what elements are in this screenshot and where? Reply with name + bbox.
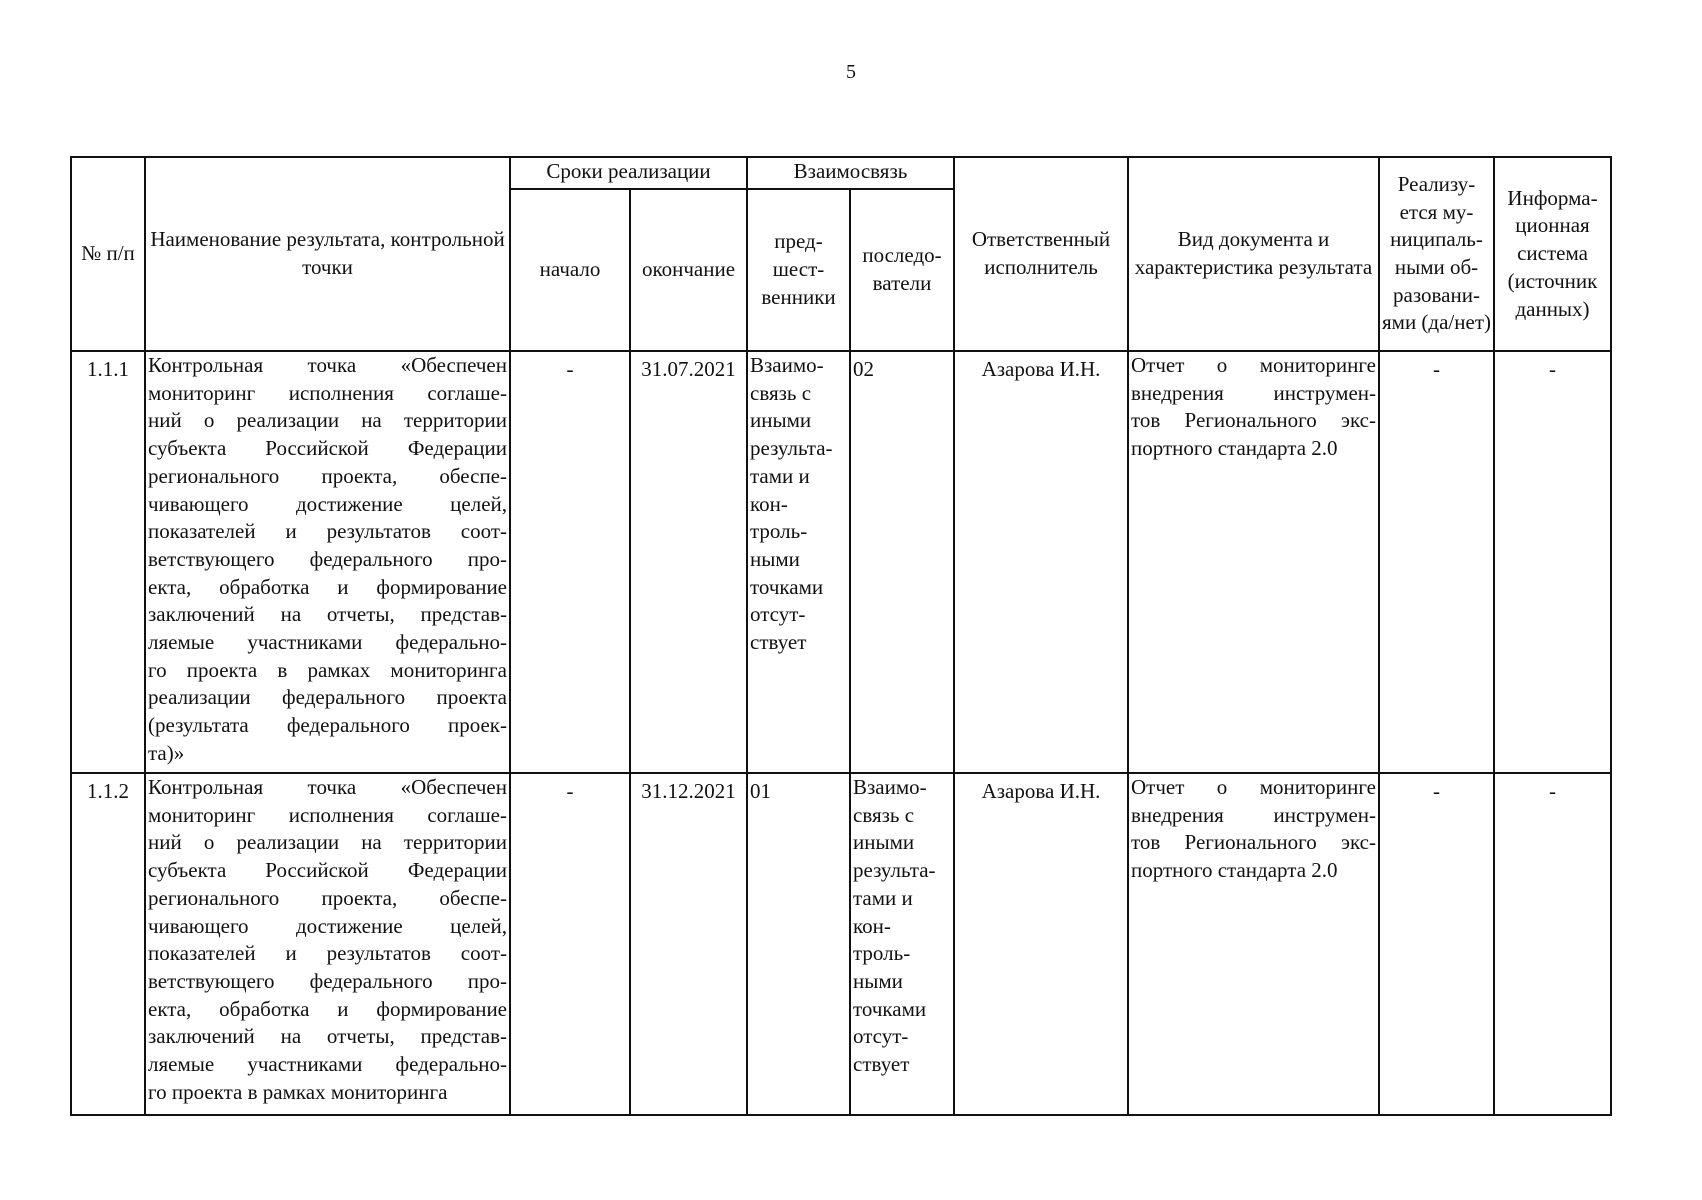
cell-line: портного стандарта 2.0 <box>1131 858 1338 883</box>
cell-line: 02 <box>853 357 874 381</box>
cell-line: портного стандарта 2.0 <box>1131 436 1338 461</box>
row-responsible: Азарова И.Н. <box>954 351 1128 773</box>
row-responsible: Азарова И.Н. <box>954 773 1128 1115</box>
cell-line: ний о реализации на территории <box>148 408 507 433</box>
row-predecessors <box>747 773 850 1115</box>
row-num: 1.1.1 <box>71 351 145 773</box>
header-info-system: Информа-ционная система (источник данных) <box>1494 157 1611 351</box>
cell-line: екта, обработка и формирование <box>148 574 507 599</box>
cell-line: чивающего достижение целей, <box>148 491 507 516</box>
header-row-top <box>71 157 1611 189</box>
cell-line: заключений на отчеты, представ- <box>148 602 507 627</box>
cell-line: ляемые участниками федерально- <box>148 1052 507 1077</box>
cell-line: отсут- <box>750 602 806 627</box>
table-row <box>71 773 1611 1115</box>
cell-line: иными <box>853 830 915 855</box>
cell-line: троль- <box>750 519 808 544</box>
cell-line: мониторинг исполнения соглаше- <box>148 380 507 405</box>
cell-line: Отчет о мониторинге <box>1131 353 1376 377</box>
cell-line: регионального проекта, обеспе- <box>148 885 507 910</box>
row-start: - <box>510 351 630 773</box>
header-end: окончание <box>630 189 747 351</box>
cell-line: отсут- <box>853 1024 909 1049</box>
cell-line: тов Регионального экс- <box>1131 830 1376 855</box>
cell-line: реализации федерального проекта <box>148 685 507 710</box>
header-terms-group: Сроки реализации <box>510 157 747 189</box>
row-successors <box>850 773 954 1115</box>
row-doc-type <box>1128 773 1379 1115</box>
cell-line: троль- <box>853 941 911 966</box>
cell-line: ными <box>750 546 800 571</box>
page-number: 5 <box>846 61 856 83</box>
cell-line: связь с <box>853 802 915 827</box>
cell-line: Контрольная точка «Обеспечен <box>148 775 507 799</box>
cell-line: показателей и результатов соот- <box>148 519 507 544</box>
cell-line: мониторинг исполнения соглаше- <box>148 802 507 827</box>
cell-line: тами и <box>750 463 810 488</box>
header-num: № п/п <box>71 157 145 351</box>
row-doc-type <box>1128 351 1379 773</box>
results-table <box>70 156 1612 1116</box>
row-predecessors <box>747 351 850 773</box>
header-relation-group: Взаимосвязь <box>747 157 954 189</box>
cell-line: 01 <box>750 779 771 803</box>
cell-line: результа- <box>750 436 833 461</box>
cell-line: ветствующего федерального про- <box>148 546 507 571</box>
cell-line: регионального проекта, обеспе- <box>148 463 507 488</box>
cell-line: ляемые участниками федерально- <box>148 630 507 655</box>
cell-line: чивающего достижение целей, <box>148 913 507 938</box>
row-info-system: - <box>1494 351 1611 773</box>
cell-line: связь с <box>750 380 812 405</box>
cell-line: результа- <box>853 858 936 883</box>
cell-line: го проекта в рамках мониторинга <box>148 657 507 682</box>
cell-line: тов Регионального экс- <box>1131 408 1376 433</box>
cell-line: кон- <box>853 913 891 938</box>
row-info-system: - <box>1494 773 1611 1115</box>
row-end: 31.07.2021 <box>630 351 747 773</box>
cell-line: субъекта Российской Федерации <box>148 436 507 461</box>
table-row <box>71 351 1611 773</box>
cell-line: ными <box>853 968 903 993</box>
cell-line: субъекта Российской Федерации <box>148 858 507 883</box>
cell-line: кон- <box>750 491 788 516</box>
header-municipal: Реализу-ется му-ниципаль-ными об-разовани-ями (да/нет) <box>1379 157 1494 351</box>
header-doc-type: Вид документа и характеристика результата <box>1128 157 1379 351</box>
cell-line: екта, обработка и формирование <box>148 996 507 1021</box>
cell-line: Контрольная точка «Обеспечен <box>148 353 507 377</box>
row-num: 1.1.2 <box>71 773 145 1115</box>
header-name: Наименование результата, контрольной точки <box>145 157 510 351</box>
cell-line: иными <box>750 408 812 433</box>
cell-line: го проекта в рамках мониторинга <box>148 1079 448 1104</box>
cell-line: тами и <box>853 885 913 910</box>
row-end: 31.12.2021 <box>630 773 747 1115</box>
row-name <box>145 773 510 1115</box>
header-start: начало <box>510 189 630 351</box>
cell-line: ствует <box>853 1052 910 1077</box>
row-successors <box>850 351 954 773</box>
cell-line: ветствующего федерального про- <box>148 968 507 993</box>
header-predecessors: пред-шест-венники <box>747 189 850 351</box>
cell-line: Взаимо- <box>853 775 927 799</box>
cell-line: ствует <box>750 630 807 655</box>
cell-line: Отчет о мониторинге <box>1131 775 1376 799</box>
row-name <box>145 351 510 773</box>
cell-line: та)» <box>148 740 185 765</box>
cell-line: внедрения инструмен- <box>1131 380 1376 405</box>
header-responsible: Ответственный исполнитель <box>954 157 1128 351</box>
cell-line: точками <box>853 996 927 1021</box>
header-successors: последо-ватели <box>850 189 954 351</box>
row-municipal: - <box>1379 351 1494 773</box>
cell-line: ний о реализации на территории <box>148 830 507 855</box>
cell-line: Взаимо- <box>750 353 824 377</box>
cell-line: показателей и результатов соот- <box>148 941 507 966</box>
row-municipal: - <box>1379 773 1494 1115</box>
cell-line: заключений на отчеты, представ- <box>148 1024 507 1049</box>
cell-line: внедрения инструмен- <box>1131 802 1376 827</box>
cell-line: (результата федерального проек- <box>148 713 507 738</box>
row-start: - <box>510 773 630 1115</box>
cell-line: точками <box>750 574 824 599</box>
